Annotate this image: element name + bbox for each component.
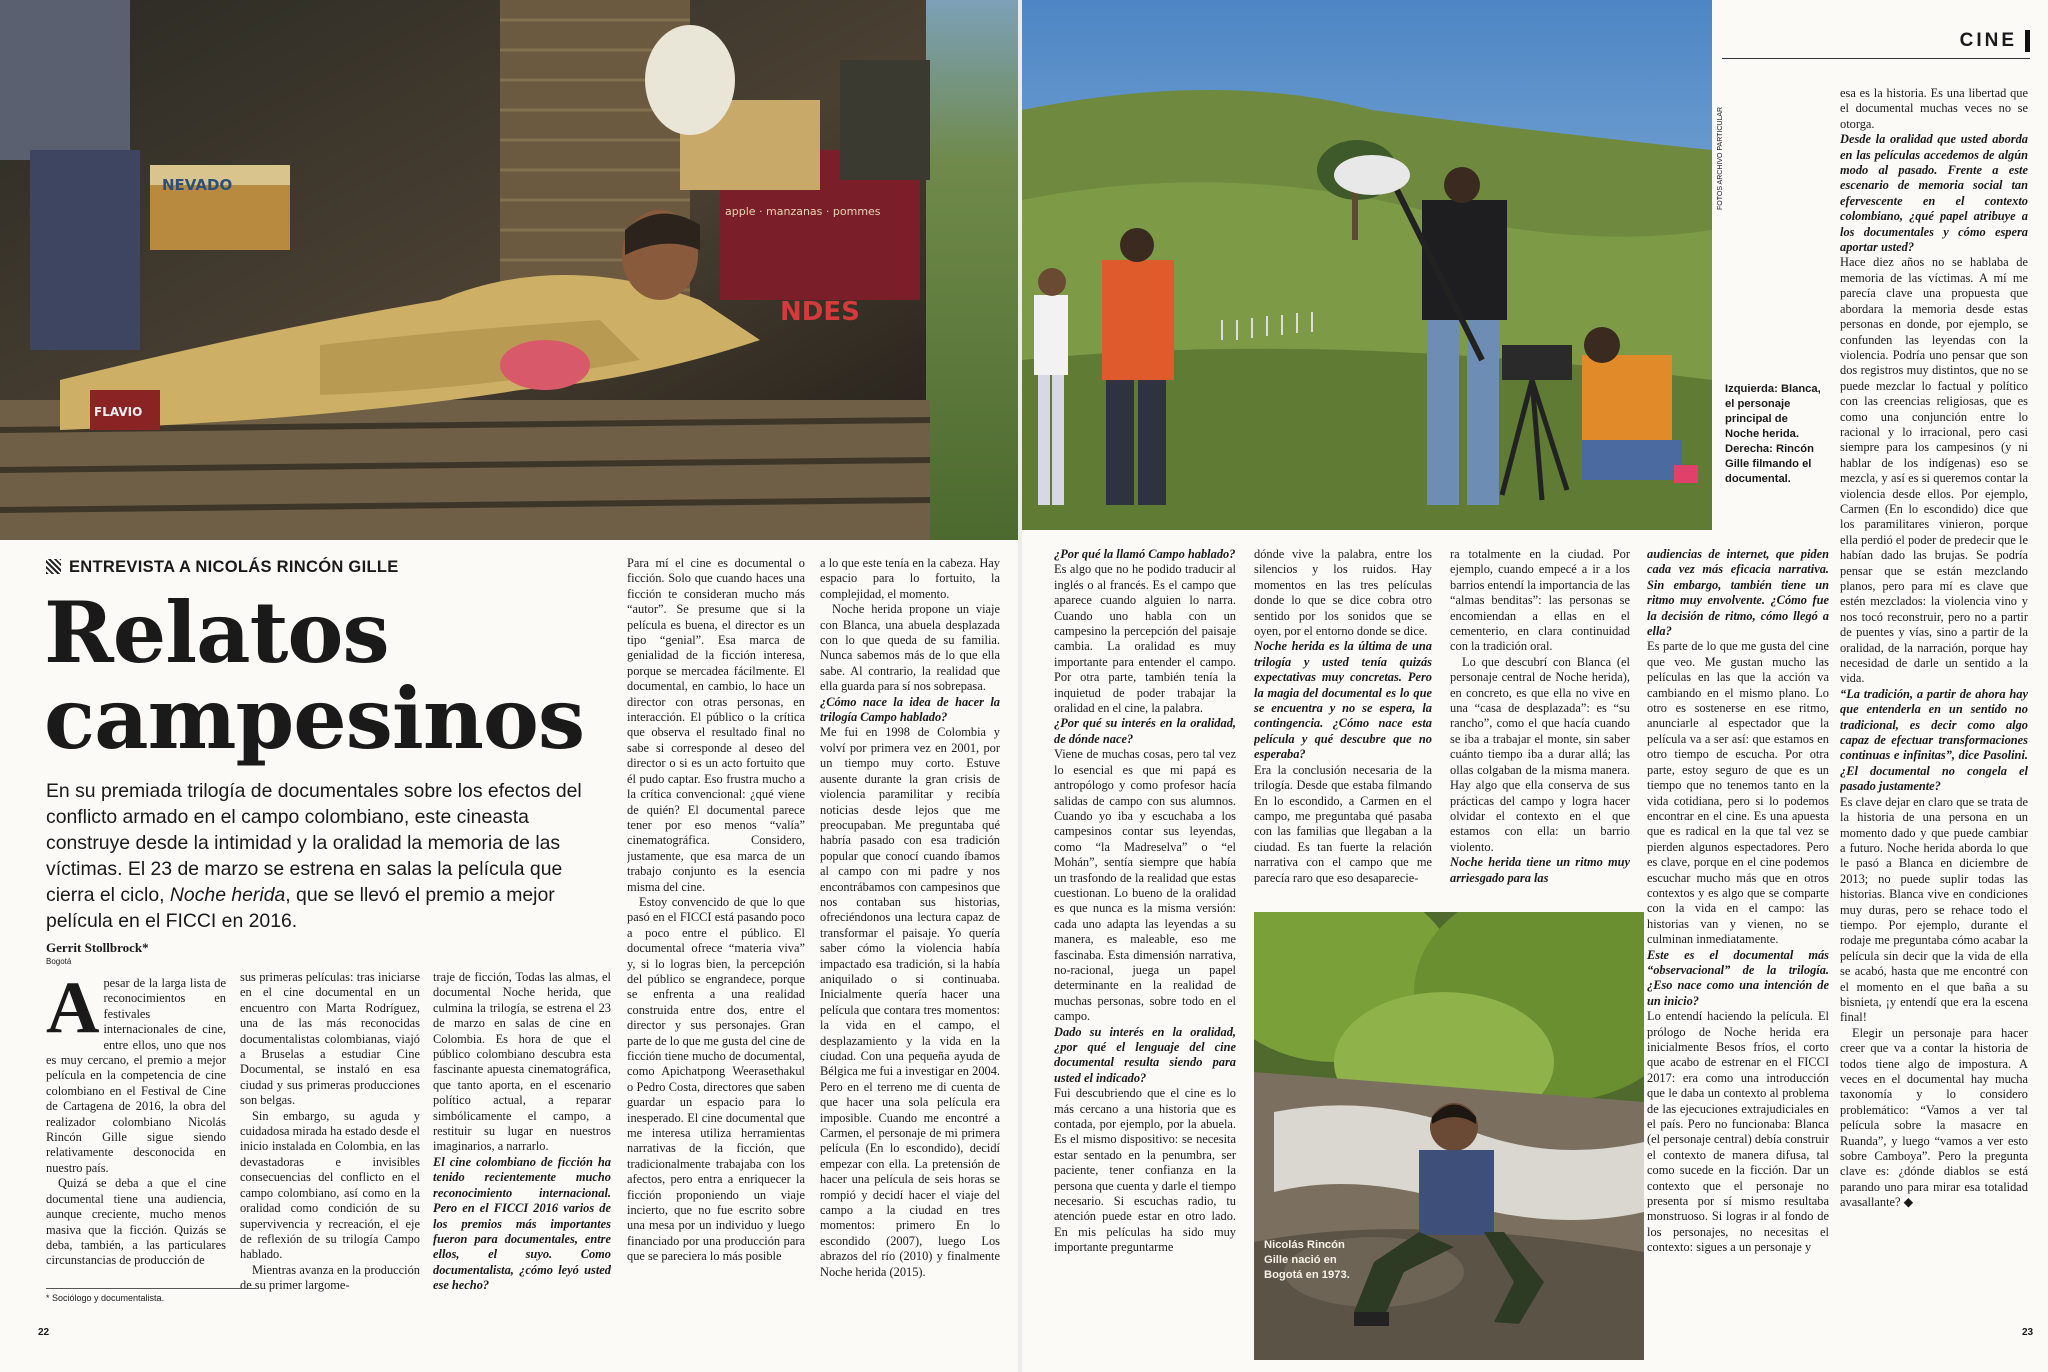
paragraph: Hace diez años no se hablaba de memoria de las víctimas. A mí me parecía clave una propuesta que abordara la memoria desde estas personas en donde, por ejemplo, se confunden las leyendas con la violencia. Podría uno pensar que son dos registros muy distintos, que no se puede mezclar lo factual y político con las creencias religiosas, que es como una conjunción entre lo racional y lo irracional, pero casi siempre para los campesinos (y ni hablar de los indígenas) eso se mezcla, y así es si queremos contar la violencia desde ellos. Por ejemplo, Carmen (En lo escondido) dice que los paramilitares vinieron, porque ella perdió el poder de predecir que le habían dado las brujas. Se podría pensar que se están mezclando planos, pero para mí es clave que estén mezclados: la violencia vino y nos tocó reconstruir, pero no a partir de puentes y vías, sino a partir de la oralidad, de la narración, porque hay necesidad de darle un sentido a la vida. — [1840, 255, 2028, 686]
paragraph: Lo que descubrí con Blanca (el personaje central de Noche herida), en concreto, es que ella no vive en una “casa de desplazada”: es “su rancho”, como el que hacía cuando se iba a trabajar el monte, sin saber cuánto tiempo iba a durar allá; las ollas colgaban de la misma manera. Hay algo que ella conserva de sus prácticas del campo y logra hacer olvidar el contexto en el que estamos con ella: un barrio violento. — [1450, 654, 1630, 854]
paragraph: Apesar de la larga lista de reconocimientos en festivales internacionales de cine, entre ellos, uno que nos es muy cercano, el premio a mejor película en la competencia de cine colombiano en el Festival de Cine de Cartagena de 2016, la obra del realizador colombiano Nicolás Rincón Gille sigue siendo relativamente desconocida en nuestro país. — [46, 976, 226, 1175]
right-column-3 — [1450, 547, 1630, 903]
headline-line-2: campesinos — [44, 669, 585, 768]
paragraph: Lo entendí haciendo la película. El prólogo de Noche herida era inicialmente Besos fríos, el corto que acabo de estrenar en el FICCI 2017: era como una introducción que le daba un contexto al problema de las ejecuciones extrajudiciales en el país. Pero no funcionaba: Blanca (el personaje central) debía construir el contexto de manera difusa, tal como sucede en la ficción. Dar un contexto que el personaje no presenta por sí mismo resultaba monstruoso. Si logras ir al fondo de los personajes, no necesitas el contexto: sigues a un personaje y — [1647, 1009, 1829, 1255]
section-rule — [1722, 58, 2030, 59]
paragraph: Sin embargo, su aguda y cuidadosa mirada ha estado desde el inicio instalada en Colombia, en las devastadoras e invisibles consecuencias del conflicto en el campo colombiano, así como en la oralidad como condición de su supervivencia y recreación, el eje de reflexión de su trilogía Campo hablado. — [240, 1108, 420, 1262]
question: ¿Por qué la llamó Campo hablado? — [1054, 547, 1236, 561]
right-page — [1022, 0, 2048, 1372]
drop-cap: A — [46, 976, 100, 1049]
kicker-square-icon — [46, 559, 61, 574]
photo-blanca-lying — [0, 0, 1018, 540]
shoe-label: FLAVIO — [94, 405, 143, 419]
paragraph: traje de ficción, Todas las almas, el documental Noche herida, que culmina la trilogía, se estrena el 23 de marzo en salas de cine en Colombia. Es hora de que el público colombiano descubra esta fascinante apuesta cinematográfica, que tanto aporta, en el escenario político actual, a reparar simbólicamente el campo, a restituir su lugar en nuestros imaginarios, a narrarlo. — [433, 970, 611, 1154]
left-page — [0, 0, 1018, 1372]
left-column-2 — [240, 970, 420, 1300]
left-column-1 — [46, 976, 226, 1282]
standfirst-text: En su premiada trilogía de documentales sobre los efectos del conflicto armado en el campo colombiano, este cineasta construye desde la intimidad y la oralidad la memoria de las víctimas. El 23 de marzo se estrena en salas la película que cierra el ciclo, — [46, 780, 582, 906]
paragraph: Para mí el cine es documental o ficción. Solo que cuando haces una ficción te consideran mucho más “autor”. Se presume que si la película es buena, el director es un tipo “genial”. Esa marca de genialidad de la ficción interesa, porque se mercadea fácilmente. El documental, en cambio, lo hace un director con otras personas, en interacción. El público o la crítica que observa el resultado final no sabe si corresponde al deseo del director o si es un acto fortuito que él pudo captar. Eso frustra mucho a la crítica convencional: ¿qué viene de quién? El documental parece tener por eso menos “valía” cinematográfica. Considero, justamente, que esa marca de un trabajo conjunto es la esencia misma del cine. — [627, 556, 805, 894]
left-column-4 — [627, 556, 805, 1306]
paragraph: dónde vive la palabra, entre los silencios y los ruidos. Hay momentos en las tres películas donde lo que se dice cobra otro sentido por los sonidos que se oyen, por el entorno donde se dice. — [1254, 547, 1432, 639]
right-column-5 — [1840, 86, 2028, 1311]
paragraph: ra totalmente en la ciudad. Por ejemplo, cuando empecé a ir a los barrios entendí la importancia de las “almas benditas”: las personas se encomiendan a ellas en el cementerio, en clara continuidad con la tradición oral. — [1450, 547, 1630, 654]
paragraph: Elegir un personaje para hacer creer que va a contar la historia de todos tiene algo de impostura. A veces en el documental hay mucha taxonomía y lo considero problemático: “Vamos a ver tal película sobre la masacre en Ruanda”, y luego “vamos a ver esto sobre Camboya”. Pero la pregunta clave es: ¿dónde diablos se está parando uno para mirar esa totalidad avasallante? ◆ — [1840, 1025, 2028, 1210]
paragraph: sus primeras películas: tras iniciarse en el cine documental en un encuentro con Marta Rodríguez, una de las más reconocidas documentalistas colombianas, viajó a Bruselas a estudiar Cine Documental, se instaló en esa ciudad y sus primeras producciones son belgas. — [240, 970, 420, 1108]
question: El cine colombiano de ficción ha tenido recientemente mucho reconocimiento internacional. Pero en el FICCI 2016 varios de los premios más importantes fueron para documentales, entre ellos, el suyo. Como documentalista, ¿cómo leyó usted ese hecho? — [433, 1154, 611, 1293]
paragraph: Es parte de lo que me gusta del cine que veo. Me gustan mucho las películas en las que la acción va cambiando en el mismo plano. Lo otro es sostenerse en ese ritmo, anunciarle al espectador que la película va a ser así: que estamos en otro tiempo de escucha. Por otra parte, estoy seguro de que es un tiempo que no tenemos tanto en la vida cotidiana, pero si lo podemos encontrar en el cine. Es una apuesta que es radical en la que tal vez se pierden algunos espectadores. Pero es clave, porque en el cine podemos escuchar mucho más que en otros contextos y es algo que se comparte con la vida en el campo: las historias van y vienen, no se culminan inmediatamente. — [1647, 639, 1829, 947]
crate-label: apple · manzanas · pommes — [725, 205, 881, 218]
paragraph: esa es la historia. Es una libertad que el documental muchas veces no se otorga. — [1840, 86, 2028, 131]
caption-portrait: Nicolás Rincón Gille nació en Bogotá en 1973. — [1264, 1239, 1350, 1281]
right-column-2 — [1254, 547, 1432, 903]
question: Este es el documental más “observacional” de la trilogía. ¿Eso nace como una intención de un inicio? — [1647, 947, 1829, 1008]
question: Desde la oralidad que usted aborda en las películas accedemos de algún modo al pasado. Frente a este escenario de memoria social tan efervescente en el contexto colombiano, ¿qué papel atribuye a los documentales y cómo espera aportar usted? — [1840, 132, 2028, 255]
crate-brand: NDES — [780, 297, 860, 327]
question: ¿Por qué su interés en la oralidad, de dónde nace? — [1054, 716, 1236, 746]
paragraph: Estoy convencido de que lo que pasó en el FICCI está pasando poco a poco entre el público. El documental ofrece “materia viva” y, si lo logras bien, la percepción del público se engrandece, porque se enfrenta a una realidad construida entre dos, entre el director y sus personajes. Gran parte de lo que me gusta del cine de ficción tiene mucho de documental, como Apichatpong Weerasethakul o Pedro Costa, directores que saben guardar un espacio para lo inesperado. El cine documental que me interesa utiliza herramientas narrativas de la ficción, que tradicionalmente trabajaba con los afectos, pero entra a enriquecer la ficción proponiendo un viaje incierto, que no fue escrito sobre una mesa por un individuo y luego financiado por una producción para que se pareciera lo más posible — [627, 894, 805, 1264]
paragraph: Es algo que no he podido traducir al inglés o al francés. Es el campo que aparece cuando alguien lo narra. Cuando uno habla con un campesino la percepción del paisaje cambia. La oralidad es muy importante para entender el campo. Por otra parte, también tenía la inquietud de poder trabajar la oralidad en el cine, la palabra. — [1054, 562, 1236, 716]
paragraph: Mientras avanza en la producción de su primer largome- — [240, 1262, 420, 1293]
footnote: * Sociólogo y documentalista. — [46, 1293, 165, 1303]
paragraph: a lo que este tenía en la cabeza. Hay espacio para lo fortuito, la complejidad, el momento. — [820, 556, 1000, 601]
right-column-4 — [1647, 547, 1829, 1307]
question: “La tradición, a partir de ahora hay que entenderla en un sentido no tradicional, es decir como algo capaz de efectuar transformaciones continuas e infinitas”, dice Pasolini. ¿El documental no congela el pasado justamente? — [1840, 686, 2028, 794]
standfirst — [46, 778, 606, 934]
question: Noche herida tiene un ritmo muy arriesgado para las — [1450, 855, 1630, 885]
headline-line-1: Relatos — [44, 583, 389, 682]
question: Noche herida es la última de una trilogía y usted tenía quizás expectativas muy concretas. Pero la magia del documental es lo que se encuentra y no se espera, la contingencia. ¿Cómo nace esta película y qué descubre que no esperaba? — [1254, 639, 1432, 762]
byline-location: Bogotá — [46, 957, 72, 966]
page-number-left: 22 — [38, 1327, 50, 1338]
paragraph: Quizá se deba a que el cine documental tiene una audiencia, aunque creciente, mucho menos masiva que la ficción. Quizás se deba, también, a las particulares circunstancias de producción de — [46, 1176, 226, 1268]
byline: Gerrit Stollbrock* — [46, 940, 149, 955]
kicker — [46, 558, 399, 577]
headline — [44, 583, 604, 768]
paragraph: Viene de muchas cosas, pero tal vez lo esencial es que mi papá es antropólogo y como profesor hacía salidas de campo con sus alumnos. Cuando yo iba y escuchaba a los campesinos contar sus leyendas, como “la Madreselva” o “el Mohán”, sentía siempre que había un trasfondo de la realidad que estas cuestionan. Lo bueno de la oralidad es que nunca es la misma versión: cada uno adapta las leyendas a su manera, es maleable, eso me fascinaba. Esta dimensión narrativa, no-racional, juega un papel determinante en la realidad de muchas personas, sobre todo en el campo. — [1054, 747, 1236, 1024]
photo-filming — [1022, 0, 1712, 530]
kicker-text: ENTREVISTA A NICOLÁS RINCÓN GILLE — [69, 558, 399, 576]
section-label: CINE — [1960, 30, 2030, 52]
left-column-3 — [433, 970, 611, 1310]
paragraph: Era la conclusión necesaria de la trilogía. Desde que estaba filmando En lo escondido, a Carmen en el campo, me preguntaba qué pasaba con las familias que llegaban a la ciudad. Es tan fuerte la relación narrativa con el campo que me parecía raro que eso desaparecie- — [1254, 762, 1432, 885]
question: ¿Cómo nace la idea de hacer la trilogía Campo hablado? — [820, 694, 1000, 725]
left-column-5 — [820, 556, 1000, 1306]
box-label-nevado: NEVADO — [162, 176, 233, 194]
paragraph: Noche herida propone un viaje con Blanca, una abuela desplazada con lo que queda de su familia. Nunca sabemos más de lo que ella sabe. Al contrario, la realidad que ella guarda para sí nos sobrepasa. — [820, 602, 1000, 694]
question: Dado su interés en la oralidad, ¿por qué el lenguaje del cine documental resulta siendo para usted el indicado? — [1054, 1024, 1236, 1085]
standfirst-film-title: Noche herida — [169, 884, 286, 906]
paragraph: Es clave dejar en claro que se trata de la historia de una persona en un momento dado y que puede cambiar a futuro. Noche herida aborda lo que le pasó a Blanca en diciembre de 2013; no puede suplir todas las historias. Blanca vive en condiciones muy duras, pero se rehace todo el tiempo. Por ejemplo, durante el rodaje me preguntaba cómo acabar la película sin decir que la vida de ella se acabó, hasta que me encontré con el momento en el que baña a su bisnieta, ¡y entendí que era la escena final! — [1840, 794, 2028, 1025]
photo-credit: FOTOS ARCHIVO PARTICULAR — [1717, 106, 1724, 210]
standfirst-tail: , que se llevó el premio a mejor película en el FICCI en 2016. — [46, 884, 555, 932]
paragraph: Fui descubriendo que el cine es lo más cercano a una historia que es contada, por ejemplo, por la abuela. Es el mismo dispositivo: se necesita estar sentado en la penumbra, ser paciente, tener confianza en la persona que cuenta y darle el tiempo necesario. Si escuchas radio, tu atención puede estar en otro lado. En mis películas ha sido muy importante preguntarme — [1054, 1086, 1236, 1255]
caption-top: Izquierda: Blanca, el personaje principal de Noche herida. Derecha: Rincón Gille filmando el documental. — [1725, 383, 1821, 485]
photo-portrait — [1254, 912, 1644, 1360]
paragraph: Me fui en 1998 de Colombia y volví por primera vez en 2001, por un tiempo muy corto. Estuve ausente durante la gran crisis de violencia paramilitar y recibía noticias desde lejos que me preocupaban. Me preguntaba qué habría pasado con esa tradición popular que conocí cuando íbamos al campo con mi padre y nos encontrábamos con campesinos que nos contaban sus historias, ofreciéndonos una lectura capaz de transformar el paisaje. Yo quería saber cómo la violencia había impactado esa tradición, si la había aniquilado o si continuaba. Inicialmente quería hacer una película que contara tres momentos: la vida en el campo, el desplazamiento y la vida en la ciudad. Con una pequeña ayuda de Bélgica me fui a investigar en 2004. Pero en el terreno me di cuenta de que hacer una sola película era imposible. Cuando me encontré a Carmen, el personaje de mi primera película (En lo escondido), decidí empezar con ella. La pretensión de hacer una película de seis horas se rompió y decidí hacer el viaje del campo a la ciudad en tres momentos: primero En lo escondido (2007), luego Los abrazos del río (2010) y finalmente Noche herida (2015). — [820, 725, 1000, 1279]
question: audiencias de internet, que piden cada vez más eficacia narrativa. Sin embargo, también tiene un ritmo muy envolvente. ¿Cómo fue la decisión de ritmo, cómo llegó a ella? — [1647, 547, 1829, 639]
footnote-divider — [46, 1288, 256, 1289]
right-column-1 — [1054, 547, 1236, 1307]
page-number-right: 23 — [2022, 1327, 2034, 1338]
